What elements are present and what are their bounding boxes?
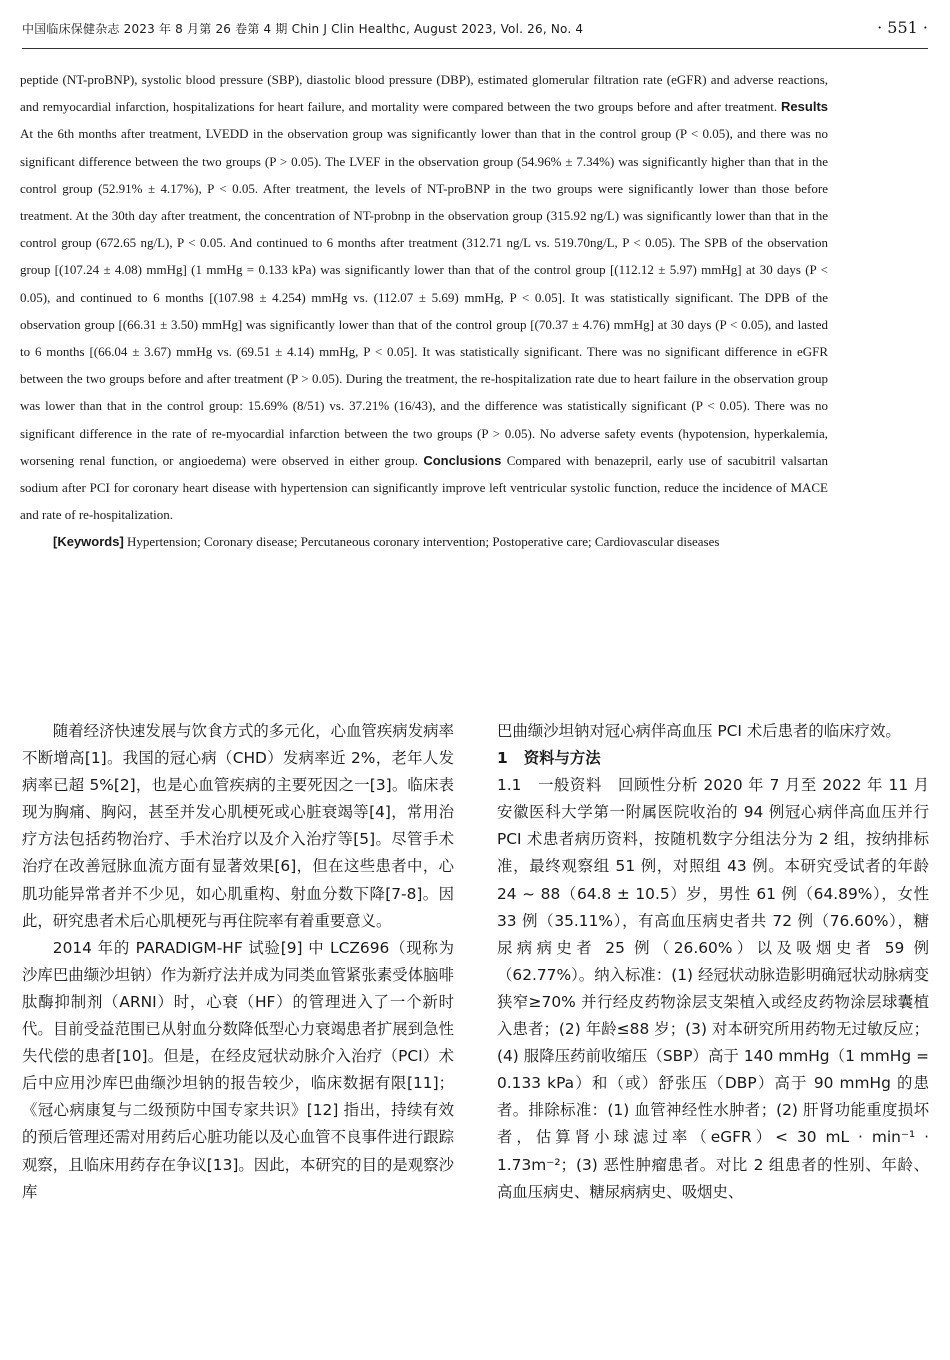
- intro-paragraph-1: 随着经济快速发展与饮食方式的多元化，心血管疾病发病率不断增高[1]。我国的冠心病（CHD）发病率近 2%，老年人发病率已超 5%[2]，也是心血管疾病的主要死因之一[3]。临床表现为胸痛、胸闷，甚至并发心肌梗死或心脏衰竭等[4]，常用治疗方法包括药物治疗、手术治疗以及介入治疗等[5]。尽管手术治疗在改善冠脉血流方面有显著效果[6]，但在这些患者中，心肌功能异常者并不少见，如心肌重构、射血分数下降[7-8]。因此，研究患者术后心肌梗死与再住院率有着重要意义。: [22, 722, 454, 930]
- section-title: 资料与方法: [523, 749, 601, 768]
- left-column: [22, 718, 454, 1206]
- abstract-conclusions-text: Compared with benazepril, early use of sacubitril valsartan sodium after PCI for coronary heart disease with hypertension can significantly improve left ventricular systolic function, reduce the incidence of MACE and rate of re-hospitalization.: [20, 452, 829, 523]
- journal-info: 中国临床保健杂志 2023 年 8 月第 26 卷第 4 期 Chin J Clin Healthc, August 2023, Vol. 26, No. 4: [22, 22, 584, 36]
- results-label: Results: [781, 99, 829, 115]
- keywords-label: [Keywords]: [53, 534, 124, 550]
- section-heading: [497, 745, 929, 772]
- keywords-line: [20, 528, 828, 555]
- english-abstract: [20, 66, 828, 556]
- intro-paragraph-2: 2014 年的 PARADIGM-HF 试验[9] 中 LCZ696（现称为沙库巴曲缬沙坦钠）作为新疗法并成为同类血管紧张素受体脑啡肽酶抑制剂（ARNI）时，心衰（HF）的管理进入了一个新时代。目前受益范围已从射血分数降低型心力衰竭患者扩展到急性失代偿的患者[10]。但是，在经皮冠状动脉介入治疗（PCI）术后中应用沙库巴曲缬沙坦钠的报告较少，临床数据有限[11]；《冠心病康复与二级预防中国专家共识》[12] 指出，持续有效的预后管理还需对用药后心脏功能以及心血管不良事件进行跟踪观察，且临床用药存在争议[13]。因此，本研究的目的是观察沙库: [22, 938, 454, 1201]
- keywords-text: Hypertension; Coronary disease; Percutaneous coronary intervention; Postoperative care; Cardiovascular diseases: [127, 534, 720, 550]
- running-header: [22, 12, 928, 49]
- methods-paragraph: 1.1 一般资料 回顾性分析 2020 年 7 月至 2022 年 11 月安徽医科大学第一附属医院收治的 94 例冠心病伴高血压并行 PCI 术患者病历资料，按随机数字分组法分为 2 组，按纳排标准，最终观察组 51 例，对照组 43 例。本研究受试者的年龄 24 ~ 88（64.8 ± 10.5）岁，男性 61 例（64.89%），女性 33 例（35.11%），有高血压病史者共 72 例（76.60%），糖尿病病史者 25 例（26.60%）以及吸烟史者 59 例（62.77%）。纳入标准：(1) 经冠状动脉造影明确冠状动脉病变狭窄≥70% 并行经皮药物涂层支架植入或经皮药物涂层球囊植入患者；(2) 年龄≤88 岁；(3) 对本研究所用药物无过敏反应；(4) 服降压药前收缩压（SBP）高于 140 mmHg（1 mmHg = 0.133 kPa）和（或）舒张压（DBP）高于 90 mmHg 的患者。排除标准：(1) 血管神经性水肿者；(2) 肝肾功能重度损坏者，估算肾小球滤过率（eGFR）< 30 mL · min⁻¹ · 1.73m⁻²；(3) 恶性肿瘤患者。对比 2 组患者的性别、年龄、高血压病史、糖尿病病史、吸烟史、: [497, 776, 929, 1201]
- abstract-body: [20, 66, 828, 528]
- conclusions-label: Conclusions: [423, 452, 502, 468]
- abstract-methods-text: peptide (NT-proBNP), systolic blood pressure (SBP), diastolic blood pressure (DBP), estimated glomerular filtration rate (eGFR) and adverse reactions, and remyocardial infarction, hospitalizations for heart failure, and mortality were compared between the two groups before and after treatment.: [20, 72, 828, 115]
- section-number: 1: [497, 749, 508, 768]
- abstract-results-text: At the 6th months after treatment, LVEDD in the observation group was significantly lower than that in the control group (P < 0.05), and there was no significant difference between the two groups (P > 0.05). The LVEF in the observation group (54.96% ± 7.34%) was significantly higher than that in the control group (52.91% ± 4.17%), P < 0.05. After treatment, the levels of NT-proBNP in the two groups were significantly lower than those before treatment. At the 30th day after treatment, the concentration of NT-probnp in the observation group (315.92 ng/L) was significantly lower than that in the control group (672.65 ng/L), P < 0.05. And continued to 6 months after treatment (312.71 ng/L vs. 519.70ng/L, P < 0.05). The SPB of the observation group [(107.24 ± 4.08) mmHg] (1 mmHg = 0.133 kPa) was significantly lower than that of the control group [(112.12 ± 5.97) mmHg] at 30 days (P < 0.05), and continued to 6 months [(107.98 ± 4.254) mmHg vs. (112.07 ± 5.69) mmHg, P < 0.05]. It was statistically significant. The DPB of the observation group [(66.31 ± 3.50) mmHg] was significantly lower than that of the control group [(70.37 ± 4.76) mmHg] at 30 days (P < 0.05), and lasted to 6 months [(66.04 ± 3.67) mmHg vs. (69.51 ± 4.14) mmHg, P < 0.05]. It was statistically significant. There was no significant difference in eGFR between the two groups before and after treatment (P > 0.05). During the treatment, the re-hospitalization rate due to heart failure in the observation group was lower than that in the control group: 15.69% (8/51) vs. 37.21% (16/43), and the difference was statistically significant (P < 0.05). There was no significant difference in the rate of re-myocardial infarction between the two groups (P > 0.05). No adverse safety events (hypotension, hyperkalemia, worsening renal function, or angioedema) were observed in either group.: [20, 126, 828, 468]
- intro-paragraph-continued: 巴曲缬沙坦钠对冠心病伴高血压 PCI 术后患者的临床疗效。: [497, 722, 901, 740]
- page-number: · 551 ·: [877, 18, 928, 37]
- right-column: [497, 718, 929, 1206]
